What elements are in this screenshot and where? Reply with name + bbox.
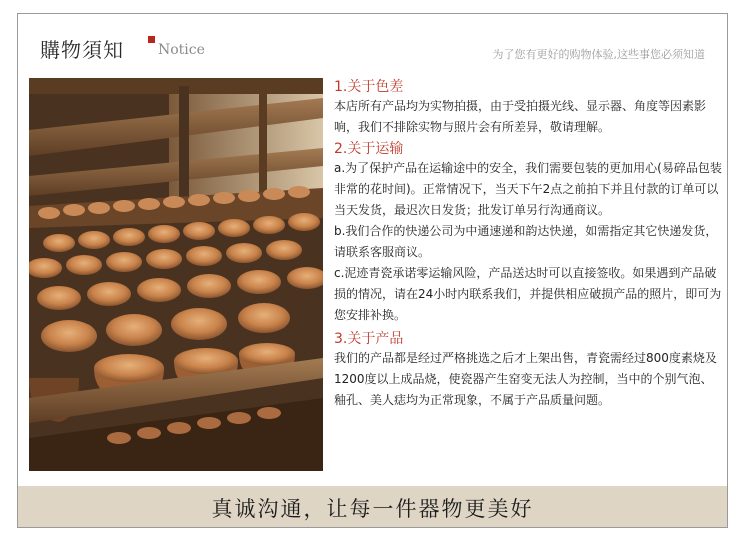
section-paragraph: 我们的产品都是经过严格挑选之后才上架出售，青瓷需经过800度素烧及1200度以上成品烧，使瓷器产生窑变无法人为控制，当中的个别气泡、釉孔、美人痣均为正常现象，不属于产品质量问题。	[334, 351, 717, 407]
section-color-difference	[334, 78, 722, 138]
notice-title-en: Notice	[158, 42, 205, 58]
section-title: 3.关于产品	[334, 331, 404, 347]
section-paragraph: a.为了保护产品在运输途中的安全，我们需要包装的更加用心(易碎品包装非常的花时间)。正常情况下，当天下午2点之前拍下并且付款的订单可以当天发货，最迟次日发货；批发订单另行沟通商议。	[334, 161, 722, 217]
notice-frame	[17, 13, 728, 528]
title-red-square-icon	[148, 36, 155, 43]
notice-header	[18, 14, 727, 74]
header-tagline: 为了您有更好的购物体验,这些事您必须知道	[492, 48, 705, 61]
section-paragraph: b.我们合作的快递公司为中通速递和韵达快递，如需指定其它快递发货，请联系客服商议。	[334, 224, 718, 259]
section-product	[334, 330, 722, 411]
footer-slogan: 真诚沟通，让每一件器物更美好	[211, 497, 534, 521]
pottery-drying-rack-photo-icon	[29, 78, 323, 471]
section-paragraph: c.泥迹青瓷承诺零运输风险，产品送达时可以直接签收。如果遇到产品破损的情况，请在24小时内联系我们，并提供相应破损产品的照片，即可为您安排补换。	[334, 266, 722, 322]
section-shipping	[334, 140, 722, 326]
section-paragraph: 本店所有产品均为实物拍摄，由于受拍摄光线、显示器、角度等因素影响，我们不排除实物与照片会有所差异，敬请理解。	[334, 99, 707, 134]
section-title: 1.关于色差	[334, 79, 404, 95]
notice-title: 購物須知	[40, 38, 124, 62]
footer-banner	[18, 486, 727, 527]
notice-content	[334, 78, 722, 411]
pottery-photo	[29, 78, 323, 471]
section-title: 2.关于运输	[334, 141, 404, 157]
